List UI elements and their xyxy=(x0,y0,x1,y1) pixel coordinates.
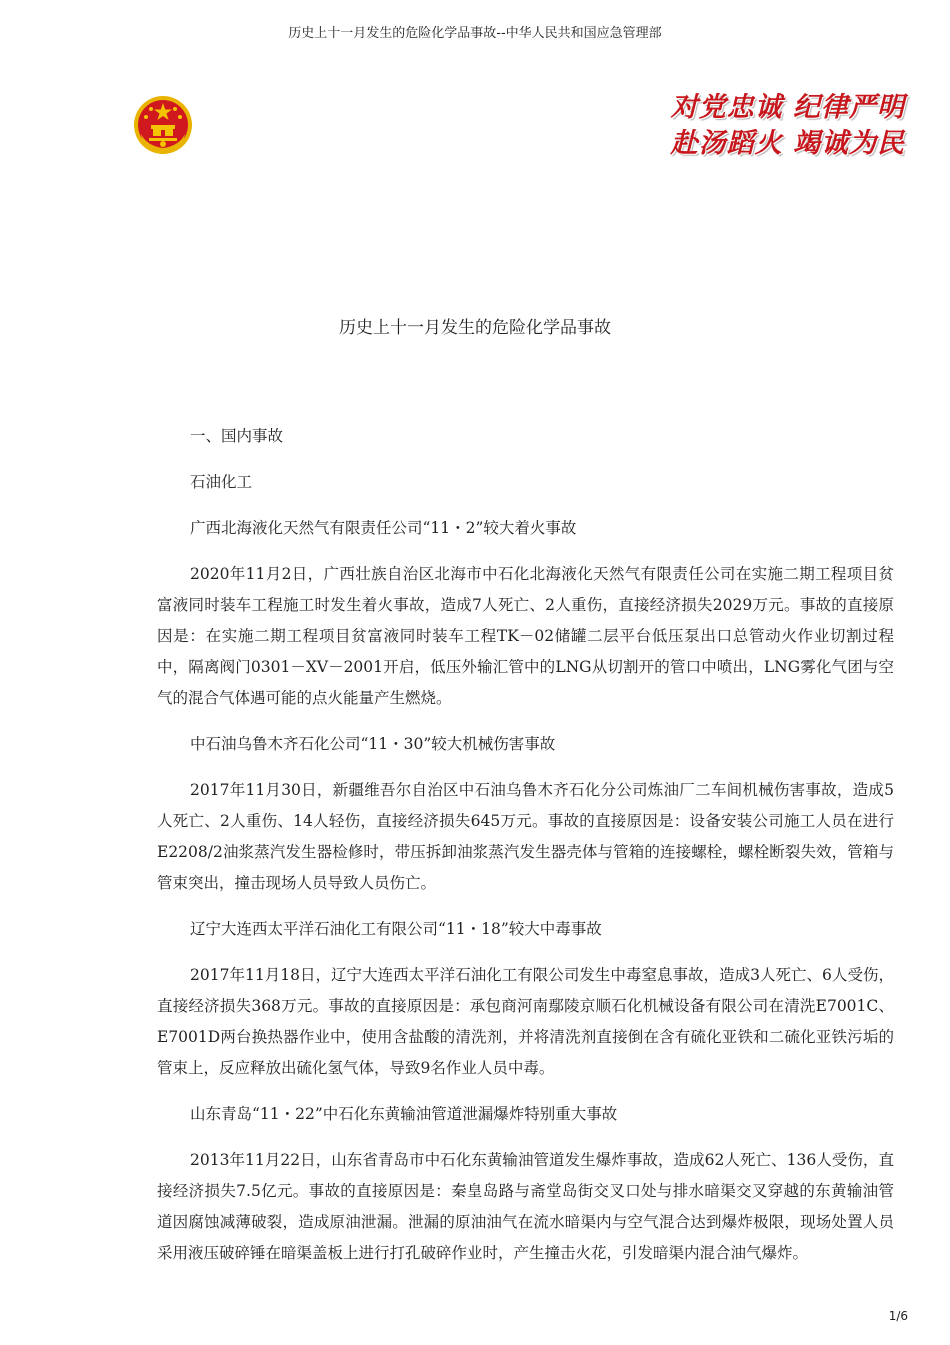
incident-paragraph: 2013年11月22日，山东省青岛市中石化东黄输油管道发生爆炸事故，造成62人死亡、136人受伤，直接经济损失7.5亿元。事故的直接原因是：秦皇岛路与斋堂岛街交叉口处与排水暗渠交叉穿越的东黄输油管道因腐蚀减薄破裂，造成原油泄漏。泄漏的原油油气在流水暗渠内与空气混合达到爆炸极限，现场处置人员采用液压破碎锤在暗渠盖板上进行打孔破碎作业时，产生撞击火花，引发暗渠内混合油气爆炸。 xyxy=(157,1151,894,1262)
incident-paragraph: 2017年11月30日，新疆维吾尔自治区中石油乌鲁木齐石化分公司炼油厂二车间机械伤害事故，造成5人死亡、2人重伤、14人轻伤，直接经济损失645万元。事故的直接原因是：设备安装公司施工人员在进行E2208/2油浆蒸汽发生器检修时，带压拆卸油浆蒸汽发生器壳体与管箱的连接螺栓，螺栓断裂失效，管箱与管束突出，撞击现场人员导致人员伤亡。 xyxy=(157,781,894,892)
incident-heading: 中石油乌鲁木齐石化公司“11・30”较大机械伤害事故 xyxy=(190,735,556,753)
incident-paragraph: 2017年11月18日，辽宁大连西太平洋石油化工有限公司发生中毒窒息事故，造成3人死亡、6人受伤，直接经济损失368万元。事故的直接原因是：承包商河南鄢陵京顺石化机械设备有限公司在清洗E7001C、E7001D两台换热器作业中，使用含盐酸的清洗剂，并将清洗剂直接倒在含有硫化亚铁和二硫化亚铁污垢的管束上，反应释放出硫化氢气体，导致9名作业人员中毒。 xyxy=(157,966,894,1077)
category-heading: 石油化工 xyxy=(190,473,253,491)
national-emblem-icon xyxy=(131,94,195,158)
section-heading: 一、国内事故 xyxy=(190,427,284,445)
incident-paragraph: 2020年11月2日，广西壮族自治区北海市中石化北海液化天然气有限责任公司在实施二期工程项目贫富液同时装车工程施工时发生着火事故，造成7人死亡、2人重伤，直接经济损失2029万元。事故的直接原因是：在实施二期工程项目贫富液同时装车工程TK－02储罐二层平台低压泵出口总管动火作业切割过程中，隔离阀门0301－XV－2001开启，低压外输汇管中的LNG从切割开的管口中喷出，LNG雾化气团与空气的混合气体遇可能的点火能量产生燃烧。 xyxy=(157,565,894,707)
document-body xyxy=(157,421,894,1284)
document-title: 历史上十一月发生的危险化学品事故 xyxy=(339,318,611,338)
slogan-line-1: 对党忠诚 纪律严明 xyxy=(670,92,905,123)
page-number: 1/6 xyxy=(888,1309,908,1323)
slogan xyxy=(670,90,905,162)
site-banner xyxy=(125,88,915,178)
print-header-title: 历史上十一月发生的危险化学品事故--中华人民共和国应急管理部 xyxy=(288,26,662,41)
incident-heading: 山东青岛“11・22”中石化东黄输油管道泄漏爆炸特别重大事故 xyxy=(190,1105,618,1123)
incident-heading: 广西北海液化天然气有限责任公司“11・2”较大着火事故 xyxy=(190,519,577,537)
incident-heading: 辽宁大连西太平洋石油化工有限公司“11・18”较大中毒事故 xyxy=(190,920,602,938)
slogan-line-2: 赴汤蹈火 竭诚为民 xyxy=(670,128,905,159)
